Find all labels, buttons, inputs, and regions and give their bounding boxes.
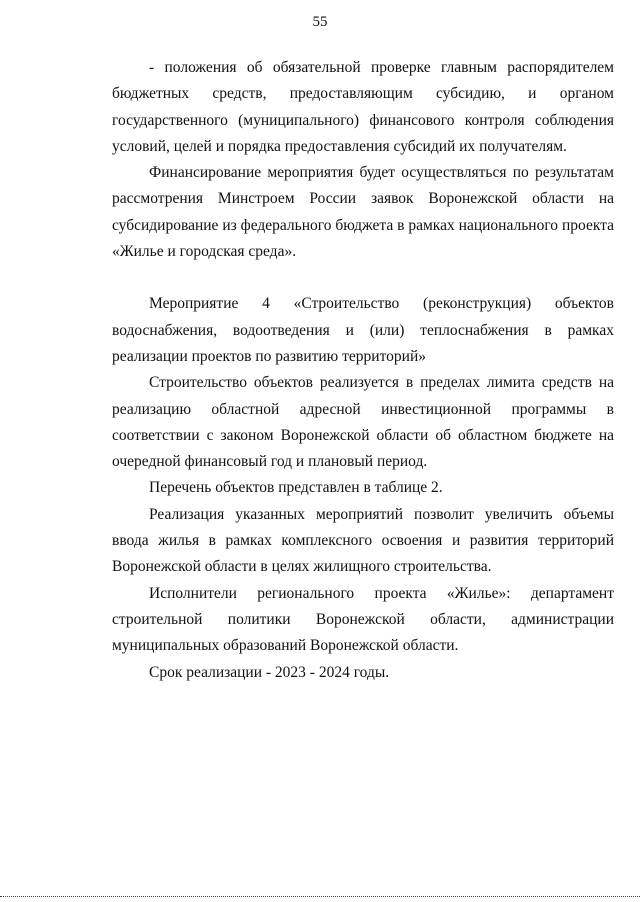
paragraph-executors: Исполнители регионального проекта «Жилье»: департамент строительной политики Воронежской области, администрации муниципальных образований Воронежской области. <box>112 584 614 655</box>
paragraph-measure-4-heading: Мероприятие 4 «Строительство (реконструкция) объектов водоснабжения, водоотведения и (или) теплоснабжения в рамках реализации проектов по развитию территорий» <box>112 295 614 365</box>
document-body <box>112 55 614 686</box>
paragraph-term: Срок реализации - 2023 - 2024 годы. <box>149 663 390 681</box>
paragraph-construction: Строительство объектов реализуется в пределах лимита средств на реализацию областной адресной инвестиционной программы в соответствии с законом Воронежской области об областном бюджете на очередной финансовый год и плановый период. <box>112 374 614 471</box>
paragraph-gap <box>112 265 614 291</box>
paragraph-object-list: Перечень объектов представлен в таблице 2. <box>149 479 443 497</box>
paragraph-budget-control: - положения об обязательной проверке главным распорядителем бюджетных средств, предоставляющим субсидию, и органом государственного (муниципального) финансового контроля соблюдения условий, целей и порядка предоставления субсидий их получателям. <box>112 59 614 155</box>
paragraph-financing: Финансирование мероприятия будет осуществляться по результатам рассмотрения Минстроем России заявок Воронежской области на субсидирование из федерального бюджета в рамках национального проекта «Жилье и городская среда». <box>112 164 614 261</box>
paragraph-results: Реализация указанных мероприятий позволит увеличить объемы ввода жилья в рамках комплексного освоения и развития территорий Воронежской области в целях жилищного строительства. <box>112 505 614 576</box>
page-bottom-edge <box>0 896 640 898</box>
page-number: 55 <box>312 14 328 30</box>
